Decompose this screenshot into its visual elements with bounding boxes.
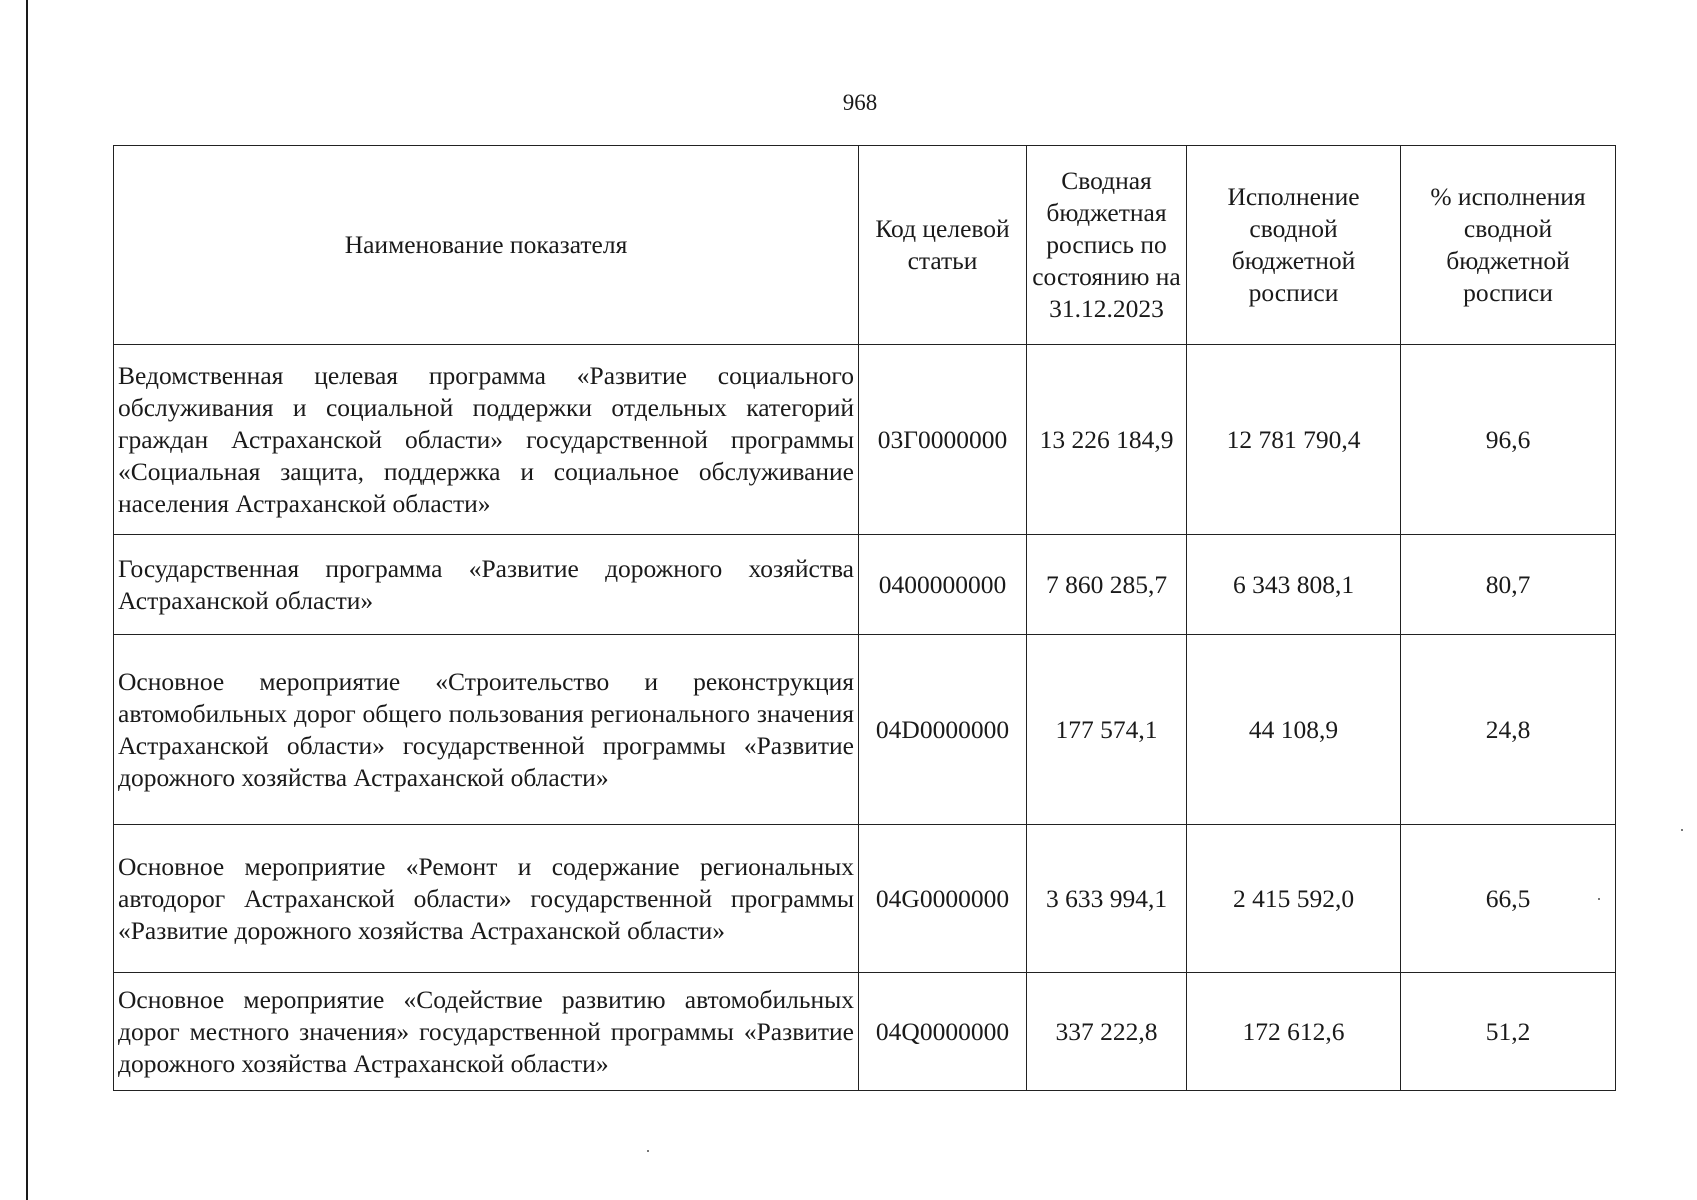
row-name: Ведомственная целевая программа «Развитие социального обслуживания и социальной поддержки отдельных категорий граждан Астраханской области» государственной программы «Социальная защита, поддержка и социальное обслуживание населения Астраханской области» [114, 345, 859, 535]
row-plan: 7 860 285,7 [1027, 535, 1187, 635]
row-code: 03Г0000000 [859, 345, 1027, 535]
row-execution: 44 108,9 [1187, 635, 1401, 825]
header-target-code: Код целевой статьи [859, 146, 1027, 345]
table-row [114, 825, 1616, 973]
page-number: 968 [842, 90, 878, 115]
row-code: 04G0000000 [859, 825, 1027, 973]
row-percent: 96,6 [1401, 345, 1616, 535]
row-code: 04D0000000 [859, 635, 1027, 825]
row-percent: 24,8 [1401, 635, 1616, 825]
row-name: Основное мероприятие «Строительство и реконструкция автомобильных дорог общего пользования регионального значения Астраханской области» государственной программы «Развитие дорожного хозяйства Астраханской области» [114, 635, 859, 825]
row-plan: 13 226 184,9 [1027, 345, 1187, 535]
row-code: 0400000000 [859, 535, 1027, 635]
table-row [114, 535, 1616, 635]
scan-speck [1681, 829, 1683, 831]
header-execution-percent: % исполнения сводной бюджетной росписи [1401, 146, 1616, 345]
header-execution: Исполнение сводной бюджетной росписи [1187, 146, 1401, 345]
budget-execution-table [113, 145, 1616, 1091]
row-execution: 172 612,6 [1187, 973, 1401, 1091]
row-name: Основное мероприятие «Ремонт и содержание региональных автодорог Астраханской области» государственной программы «Развитие дорожного хозяйства Астраханской области» [114, 825, 859, 973]
row-execution: 12 781 790,4 [1187, 345, 1401, 535]
left-margin-line [26, 0, 28, 1200]
table-row [114, 635, 1616, 825]
table-header-row [114, 146, 1616, 345]
row-name: Основное мероприятие «Содействие развитию автомобильных дорог местного значения» государственной программы «Развитие дорожного хозяйства Астраханской области» [114, 973, 859, 1091]
table-row [114, 973, 1616, 1091]
row-code: 04Q0000000 [859, 973, 1027, 1091]
row-plan: 3 633 994,1 [1027, 825, 1187, 973]
row-percent: 51,2 [1401, 973, 1616, 1091]
row-execution: 6 343 808,1 [1187, 535, 1401, 635]
row-plan: 177 574,1 [1027, 635, 1187, 825]
scan-speck [1598, 898, 1600, 900]
scan-speck [647, 1150, 649, 1152]
row-plan: 337 222,8 [1027, 973, 1187, 1091]
row-name: Государственная программа «Развитие дорожного хозяйства Астраханской области» [114, 535, 859, 635]
row-percent: 80,7 [1401, 535, 1616, 635]
row-execution: 2 415 592,0 [1187, 825, 1401, 973]
header-indicator-name: Наименование показателя [114, 146, 859, 345]
row-percent: 66,5 [1401, 825, 1616, 973]
table-row [114, 345, 1616, 535]
header-budget-plan: Сводная бюджетная роспись по состоянию на 31.12.2023 [1027, 146, 1187, 345]
